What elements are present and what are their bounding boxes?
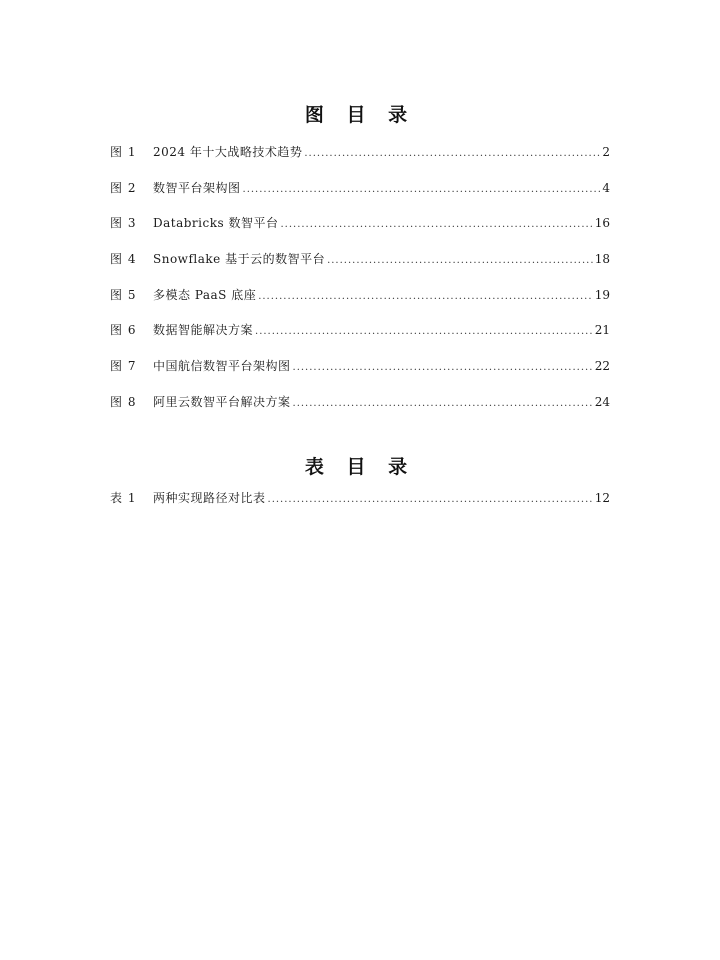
figures-list [110,143,610,429]
entry-title: 数智平台架构图 [153,180,241,195]
entry-page-number: 22 [594,359,610,374]
table-entry[interactable] [110,489,610,525]
entry-title: 2024 年十大战略技术趋势 [153,145,303,159]
entry-label: 图 5 [110,287,137,302]
entry-label: 图 1 [110,145,137,159]
figure-entry[interactable] [110,321,610,357]
dot-leader [243,184,601,195]
entry-title: Snowflake 基于云的数智平台 [153,252,326,267]
dot-leader [255,326,593,337]
entry-title: 数据智能解决方案 [153,323,254,338]
entry-page-number: 4 [602,180,610,195]
entry-page-number: 24 [594,394,610,409]
entry-page-number: 16 [594,216,610,231]
tables-heading: 表 目 录 [304,456,416,478]
figure-entry[interactable] [110,286,610,322]
figure-entry[interactable] [110,143,610,179]
figure-entry[interactable] [110,179,610,215]
figure-entry[interactable] [110,250,610,286]
entry-label: 图 4 [110,252,137,267]
dot-leader [293,398,593,409]
entry-page-number: 18 [594,252,610,267]
dot-leader [268,494,593,505]
entry-page-number: 19 [594,287,610,302]
entry-label: 图 8 [110,394,137,409]
entry-label: 图 7 [110,359,137,374]
entry-title: 中国航信数智平台架构图 [153,359,291,374]
dot-leader [293,362,593,373]
entry-page-number: 2 [602,145,610,159]
entry-title: 阿里云数智平台解决方案 [153,394,291,409]
entry-title: Databricks 数智平台 [153,216,279,231]
figure-entry[interactable] [110,393,610,429]
entry-title: 两种实现路径对比表 [153,491,266,505]
figure-entry[interactable] [110,214,610,250]
figures-heading: 图 目 录 [304,104,416,126]
dot-leader [280,219,592,230]
dot-leader [258,291,593,302]
entry-label: 图 6 [110,323,137,338]
dot-leader [304,148,600,159]
figure-entry[interactable] [110,357,610,393]
dot-leader [327,255,593,266]
entry-label: 表 1 [110,491,137,505]
entry-page-number: 21 [594,323,610,338]
tables-list [110,489,610,525]
entry-page-number: 12 [594,491,610,505]
entry-label: 图 3 [110,216,137,231]
entry-label: 图 2 [110,180,137,195]
entry-title: 多模态 PaaS 底座 [153,287,257,302]
